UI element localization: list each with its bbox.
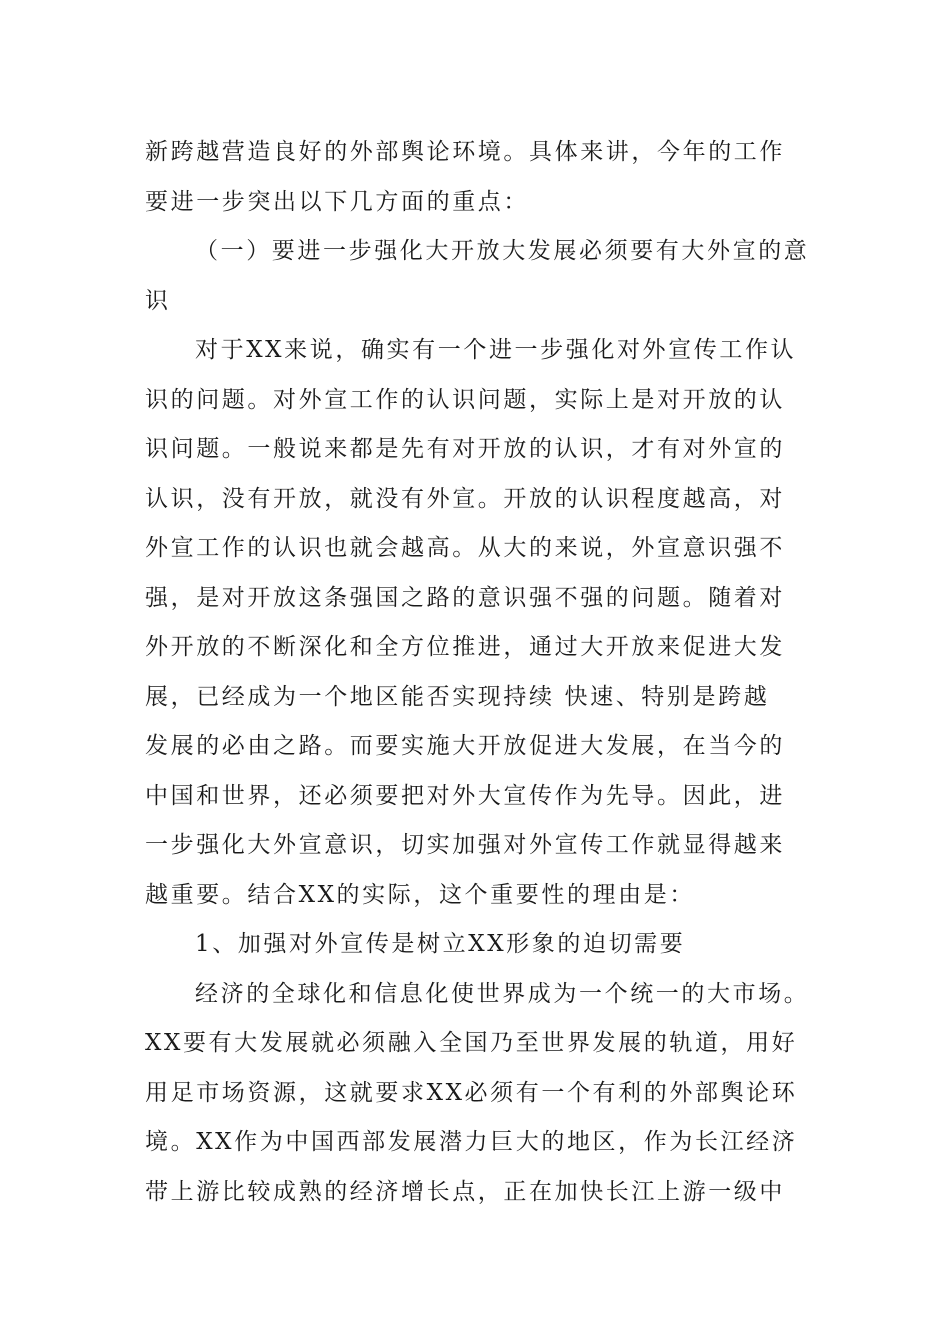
text-line: 展，已经成为一个地区能否实现持续 快速、特别是跨越 (145, 683, 770, 710)
text-line: 中国和世界，还必须要把对外大宣传作为先导。因此，进 (145, 782, 785, 809)
subsection-heading: 1、加强对外宣传是树立XX形象的迫切需要 (195, 931, 686, 957)
text-line: 识问题。一般说来都是先有对开放的认识，才有对外宣的 (145, 436, 785, 462)
paragraph-first-line: 对于XX来说，确实有一个进一步强化对外宣传工作认 (195, 337, 797, 363)
text-line: 外开放的不断深化和全方位推进，通过大开放来促进大发 (145, 634, 785, 660)
text-line: 识的问题。对外宣工作的认识问题，实际上是对开放的认 (145, 386, 785, 413)
section-heading: （一）要进一步强化大开放大发展必须要有大外宣的意 (195, 238, 810, 264)
text-line: 要进一步突出以下几方面的重点： (145, 188, 529, 215)
text-line: XX要有大发展就必须融入全国乃至世界发展的轨道，用好 (145, 1030, 798, 1056)
text-line: 越重要。结合XX的实际，这个重要性的理由是： (145, 881, 695, 908)
text-line: 用足市场资源，这就要求XX必须有一个有利的外部舆论环 (145, 1079, 798, 1106)
text-line: 发展的必由之路。而要实施大开放促进大发展，在当今的 (145, 733, 785, 759)
text-line: 外宣工作的认识也就会越高。从大的来说，外宣意识强不 (145, 535, 785, 561)
section-heading-continuation: 识 (145, 287, 171, 314)
text-line: 认识，没有开放，就没有外宣。开放的认识程度越高，对 (145, 485, 785, 512)
paragraph-first-line: 经济的全球化和信息化使世界成为一个统一的大市场。 (195, 980, 810, 1007)
document-body (145, 128, 810, 1217)
text-line: 带上游比较成熟的经济增长点，正在加快长江上游一级中 (145, 1178, 785, 1205)
text-line: 强，是对开放这条强国之路的意识强不强的问题。随着对 (145, 584, 785, 611)
text-line: 新跨越营造良好的外部舆论环境。具体来讲，今年的工作 (145, 139, 785, 165)
text-line: 境。XX作为中国西部发展潜力巨大的地区，作为长江经济 (145, 1129, 798, 1155)
text-line: 一步强化大外宣意识，切实加强对外宣传工作就显得越来 (145, 832, 785, 858)
